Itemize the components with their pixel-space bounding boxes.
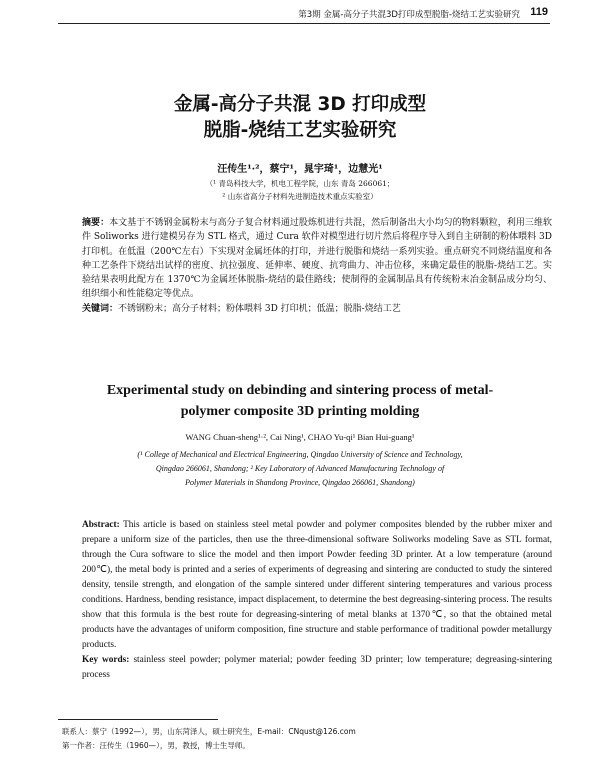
affiliation-en-1: (¹ College of Mechanical and Electrical Engineering, Qingdao University of Science and Technology,	[137, 450, 463, 459]
title-en-line1: Experimental study on debinding and sintering process of metal-	[106, 383, 494, 398]
abstract-cn	[82, 216, 552, 316]
title-cn-line1: 金属-高分子共混 3D 打印成型	[173, 94, 427, 115]
keywords-cn: 不锈钢粉末；高分子材料；粉体喂料 3D 打印机；低温；脱脂-烧结工艺	[118, 303, 401, 314]
authors-en: WANG Chuan-sheng¹·², Cai Ning¹, CHAO Yu-qi¹ Bian Hui-guang¹	[185, 432, 415, 442]
affiliation-cn-2: ² 山东省高分子材料先进制造技术重点实验室）	[222, 192, 378, 201]
abstract-en-label: Abstract:	[82, 520, 120, 530]
keywords-en: stainless steel powder; polymer material; powder feeding 3D printer; low temperature; degreasing-sintering process	[82, 655, 552, 680]
running-title: 第3期 金属-高分子共混3D打印成型脱脂-烧结工艺实验研究	[298, 10, 520, 20]
abstract-en	[82, 518, 552, 683]
affiliation-en-3: Polymer Materials in Shandong Province, Qingdao 266061, Shandong)	[185, 478, 415, 487]
abstract-en-text: This article is based on stainless steel metal powder and polymer composites blended by the rubber mixer and prepare a uniform size of the particles, then use the three-dimensional software Soliworks modeling Save as STL format, through the Cura software to slice the model and then import Powder feeding 3D printer. At a low temperature (around 200℃), the metal body is printed and a series of experiments of degreasing and sintering are conducted to study the sintered density, tensile strength, and elongation of the sample sintered under different sintering temperatures and various process conditions. Hardness, bending resistance, impact displacement, to determine the best degreasing-sintering process. The results show that this formula is the best route for degreasing-sintering of metal blanks at 1370℃, so that the obtained metal products have the advantages of uniform composition, fine structure and stable performance of traditional powder metallurgy products.	[82, 520, 553, 650]
abstract-cn-label: 摘要：	[82, 218, 110, 228]
title-en	[0, 380, 600, 422]
title-cn-line2: 脱脂-烧结工艺实验研究	[203, 120, 397, 141]
footnote-rule	[58, 719, 218, 720]
title-en-line2: polymer composite 3D printing molding	[180, 404, 420, 419]
affiliation-en-2: Qingdao 266061, Shandong; ² Key Laboratory of Advanced Manufacturing Technology of	[155, 464, 445, 473]
running-header	[0, 0, 600, 24]
abstract-cn-text: 本文基于不锈钢金属粉末与高分子复合材料通过股炼机进行共混，然后制备出大小均匀的物料颗粒，利用三维软件 Soliworks 进行建模另存为 STL 格式，通过 Cura 软件对模型进行切片然后将程序导入到自主研制的粉体喂料 3D 打印机。在低温（200℃左右）下实现对金属坯体的打印，并进行脱脂和烧结一系列实验。重点研究不同烧结温度和各种工艺条件下烧结出试样的密度、抗拉强度、延伸率、硬度、抗弯曲力、冲击位移，来确定最佳的脱脂-烧结工艺。实验结果表明此配方在 1370℃为金属坯体脱脂-烧结的最佳路线；使制得的金属制品具有传统粉末冶金制品成分均匀、组织细小和性能稳定等优点。	[82, 218, 552, 300]
authors-cn: 汪传生¹·²，蔡宁¹，晁宇琦¹，边慧光¹	[217, 164, 383, 175]
page-number: 119	[530, 6, 548, 18]
footnote-contact: 联系人：蔡宁（1992—），男，山东菏泽人，硕士研究生，E-mail：CNqust@126.com	[62, 727, 356, 736]
keywords-cn-label: 关键词：	[82, 303, 119, 314]
header-rule	[58, 23, 550, 24]
affiliation-cn-1: （¹ 青岛科技大学，机电工程学院，山东 青岛 266061；	[205, 179, 395, 188]
keywords-en-label: Key words:	[82, 655, 130, 665]
footnote-first-author: 第一作者：汪传生（1960—），男，教授，博士生导师。	[62, 741, 250, 750]
